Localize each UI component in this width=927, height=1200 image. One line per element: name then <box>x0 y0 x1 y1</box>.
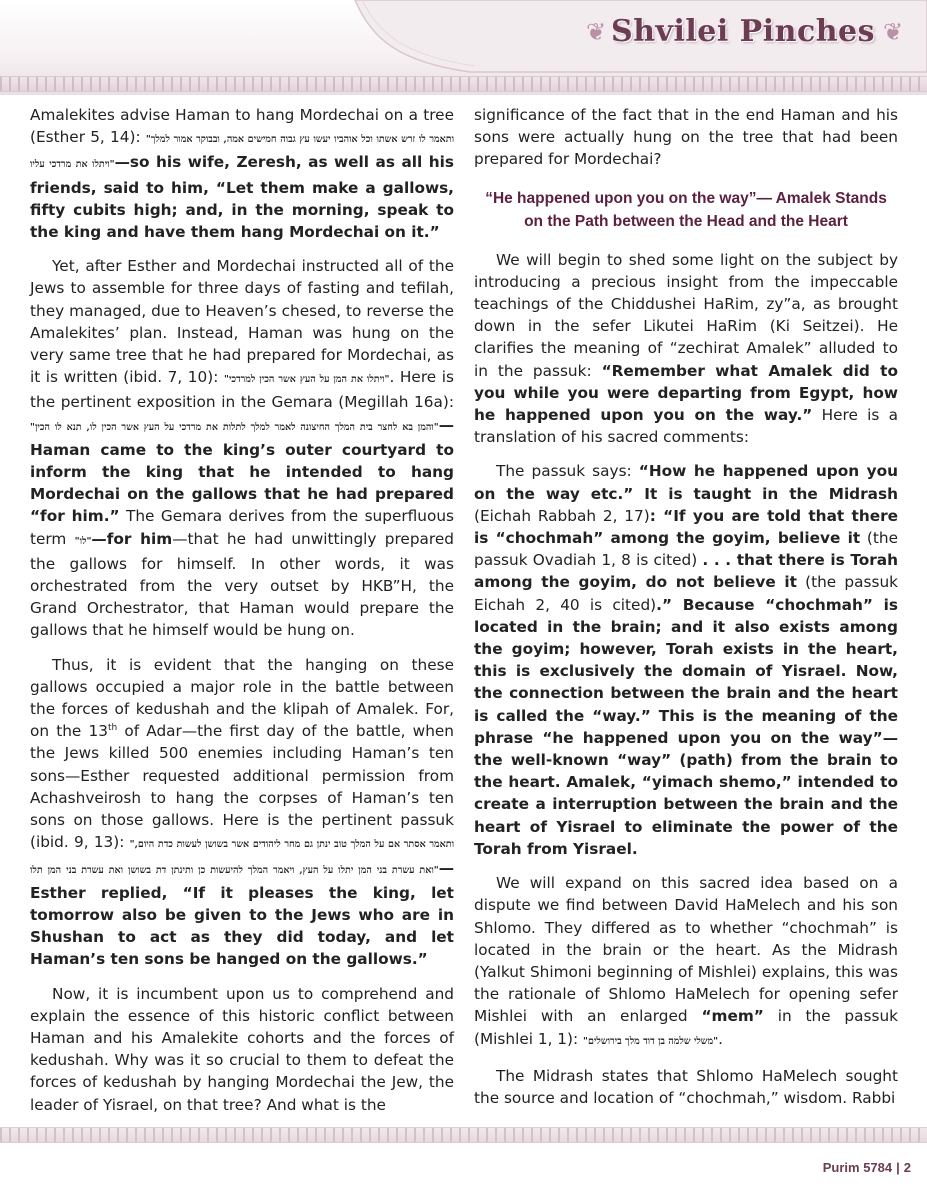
hebrew-quote: "משלי שלמה בן דוד מלך בירושלים" <box>583 1035 719 1047</box>
text: We will begin to shed some light on the subject by introducing a precious insight from the impeccable teachings of the Chiddushei HaRim, zy”a, as brought down in the sefer Likutei HaRim (Ki Seitzei). He clarifies the meaning of “zechirat Amalek” alluded to in the passuk: <box>474 250 898 380</box>
paragraph <box>30 983 454 1116</box>
page-number: 2 <box>903 1160 911 1175</box>
text: in the passuk (Mishlei 1, 1): <box>474 1007 898 1048</box>
paragraph <box>474 872 898 1053</box>
bold-translation: —for him <box>91 529 173 548</box>
text: Now, it is incumbent upon us to comprehend and explain the essence of this historic conflict between Haman and his Amalekite cohorts and the forces of kedushah. Why was it so crucial to them to defeat the forces of kedushah by hanging Mordechai the Jew, the leader of Yisrael, on that tree? And what is the <box>30 984 454 1114</box>
paragraph <box>474 1065 898 1109</box>
bold-translation: —so his wife, Zeresh, as well as all his friends, said to him, “Let them make a gallows, fifty cubits high; and, in the morning, speak to the king and have them hang Mordechai on it.” <box>30 153 454 242</box>
text: (the passuk Ovadiah 1, 8 is cited) <box>474 529 899 570</box>
text: The passuk says: <box>496 462 639 481</box>
paragraph <box>474 460 898 860</box>
text: (the passuk Eichah 2, 40 is cited) <box>474 573 898 614</box>
text: We will expand on this sacred idea based on a dispute we find between David HaMelech and his son Shlomo. They differed as to whether “chochmah” is located in the brain or the heart. As the Midrash (Yalkut Shimoni beginning of Mishlei) explains, this was the rationale of Shlomo HaMelech for opening sefer Mishlei with an enlarged <box>474 874 898 1026</box>
paragraph <box>30 255 454 641</box>
text: Yet, after Esther and Mordechai instructed all of the Jews to assemble for three days of fasting and tefilah, they managed, due to Heaven’s chesed, to reverse the Amalekites’ plan. Instead, Haman was hung on the very same tree that he had prepared for Mordechai, as it is written (ibid. 7, 10): <box>30 257 454 387</box>
hebrew-quote: "והמן בא לחצר בית המלך החיצונה לאמר למלך לתלות את מרדכי על העץ אשר הכין לו, תנא לו הכין" <box>30 421 439 433</box>
footer-separator: | <box>896 1160 900 1175</box>
bold-translation: —Esther replied, “If it pleases the king, let tomorrow also be given to the Jews who are in Shushan to act as they did today, and let Haman’s ten sons be hanged on the gallows.” <box>30 858 454 969</box>
bold-quote: : “If you are told that there is “chochmah” among the goyim, believe it <box>474 506 899 548</box>
bold-quote: . . . that there is Torah among the goyim, do not believe it <box>474 551 898 592</box>
hebrew-quote: "לו" <box>74 535 92 547</box>
swirl-ornament-right-icon: ❦ <box>883 18 904 46</box>
paragraph <box>30 654 454 971</box>
bold-quote: “How he happened upon you on the way etc.” It is taught in the Midrash <box>474 462 899 503</box>
text: (Eichah Rabbah 2, 17) <box>474 506 650 525</box>
text: of Adar—the first day of the battle, when the Jews killed 500 enemies including Haman’s ten sons—Esther requested additional permission from Achashveirosh to hang the corpses of Haman’s ten sons on those gallows. Here is the pertinent passuk (ibid. 9, 13): <box>30 722 454 852</box>
paragraph <box>474 104 898 171</box>
text: . Here is the pertinent exposition in the Gemara (Megillah 16a): <box>30 368 454 412</box>
paragraph <box>474 249 898 449</box>
text: —that he had unwittingly prepared the gallows for himself. In other words, it was orchestrated from the very outset by HKB”H, the Grand Orchestrator, that Haman would prepare the gallows that he himself would be hung on. <box>30 529 454 640</box>
bold-quote: .” Because “chochmah” is located in the brain; and it also exists among the goyim; however, Torah exists in the heart, this is exclusively the domain of Yisrael. Now, the connection between the brain and the heart is called the “way.” This is the meaning of the phrase “he happened upon you on the way”—the well-known “way” (path) from the brain to the heart. Amalek, “yimach shemo,” intended to create a interruption between the brain and the heart of Yisrael to eliminate the power of the Torah from Yisrael. <box>474 595 898 858</box>
swirl-ornament-left-icon: ❦ <box>586 18 607 46</box>
left-column <box>30 104 454 1128</box>
page-footer <box>823 1160 911 1175</box>
section-subheading: “He happened upon you on the way”— Amalek Stands on the Path between the Head and the Heart <box>485 189 887 230</box>
text: Here is a translation of his sacred comments: <box>474 406 898 447</box>
text: The Midrash states that Shlomo HaMelech sought the source and location of “chochmah,” wisdom. Rabbi <box>474 1066 898 1107</box>
paragraph <box>30 104 454 243</box>
text: Thus, it is evident that the hanging on these gallows occupied a major role in the battle between the forces of kedushah and the klipah of Amalek. For, on the 13 <box>30 655 454 741</box>
text: significance of the fact that in the end Haman and his sons were actually hung on the tree that had been prepared for Mordechai? <box>474 106 898 169</box>
bottom-ornamental-border <box>0 1127 927 1143</box>
bold-quote: “Remember what Amalek did to you while you were departing from Egypt, how he happened upon you on the way.” <box>474 361 898 425</box>
text: The Gemara derives from the superfluous term <box>30 507 454 548</box>
text: Amalekites advise Haman to hang Mordechai on a tree (Esther 5, 14): <box>30 106 454 147</box>
top-ornamental-border <box>0 76 927 92</box>
right-column <box>474 104 898 1121</box>
hebrew-quote: "ותאמר לו זרש אשתו וכל אוהביו יעשו עץ גבוה חמישים אמה, ובבוקר אמור למלך ויתלו את מרדכי עליו" <box>30 134 455 171</box>
ordinal-suffix: th <box>107 723 118 734</box>
bold-translation: —Haman came to the king’s outer courtyard to inform the king that he intended to hang Mordechai on the gallows that he had prepared “for him.” <box>30 415 454 526</box>
issue-label: Purim 5784 <box>822 1160 893 1175</box>
text: . <box>718 1029 723 1048</box>
page-title: Shvilei Pinches <box>611 14 875 49</box>
hebrew-quote: "ויתלו את המן על העץ אשר הכין למרדכי" <box>223 374 390 386</box>
hebrew-quote: "ותאמר אסתר אם על המלך טוב ינתן גם מחר ליהודים אשר בשושן לעשות כדת היום, ואת עשרת בני המן יתלו על העץ, ויאמר המלך להיעשות כן ותינתן דת בשושן ואת עשרת בני המן תלו" <box>30 839 455 876</box>
bold-term: “mem” <box>701 1007 764 1026</box>
